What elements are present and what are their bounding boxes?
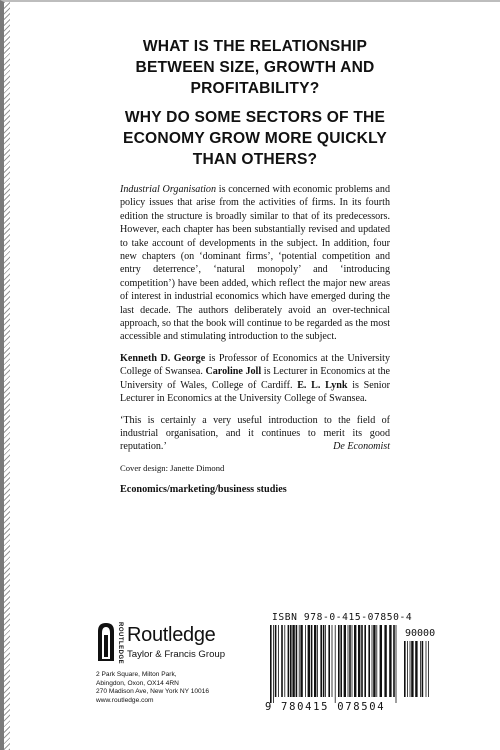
subject-category: Economics/marketing/business studies <box>120 484 287 496</box>
barcode-bar <box>393 625 395 697</box>
barcode-bar <box>372 625 373 697</box>
barcode-bar <box>422 641 424 697</box>
price-code: 90000 <box>405 628 436 639</box>
barcode-bar <box>389 625 391 697</box>
barcode-bar <box>380 625 382 697</box>
barcode-bar <box>376 625 377 697</box>
barcode-bar <box>296 625 298 697</box>
author-3-role: is Senior Lecturer in Economics at the University College of Swansea. <box>120 379 390 405</box>
barcode-bar <box>411 641 413 697</box>
barcode-bar <box>300 625 302 697</box>
barcode-bar <box>361 625 363 697</box>
barcode-bar <box>323 625 325 697</box>
logo-vertical-text: ROUTLEDGE <box>117 622 123 665</box>
book-title: Industrial Organisation <box>120 184 217 195</box>
author-1-name: Kenneth D. George <box>120 352 206 364</box>
authors-paragraph <box>120 352 390 406</box>
barcode-bar <box>275 625 277 697</box>
barcode-bar <box>415 641 417 697</box>
barcode-bar <box>270 625 272 703</box>
barcode-bar <box>332 625 333 697</box>
barcode-bar <box>404 641 406 697</box>
barcode-bar <box>290 625 292 697</box>
routledge-logo-icon <box>96 621 116 663</box>
barcode-bar <box>278 625 279 697</box>
barcode-bar <box>328 625 330 697</box>
author-2-role: is Lecturer in Economics at the University of Wales, College of Cardiff. <box>120 366 391 391</box>
review-source: De Economist <box>333 441 390 453</box>
author-2-name: Caroline Joll <box>205 366 262 378</box>
isbn-label: ISBN 978-0-415-07850-4 <box>272 612 413 623</box>
barcode-bar <box>305 625 306 697</box>
cover-design-credit: Cover design: Janette Dimond <box>120 462 225 473</box>
price-barcode <box>404 641 430 703</box>
barcode-bar <box>410 641 411 697</box>
address-line: 2 Park Square, Milton Park, <box>96 671 177 678</box>
barcode-bar <box>338 625 340 697</box>
barcode-bar <box>317 625 318 697</box>
barcode-bar <box>335 625 336 703</box>
author-1-role: is Professor of Economics at the University College of Swansea. <box>120 352 390 378</box>
barcode-bar <box>344 625 346 697</box>
barcode-bar <box>364 625 366 697</box>
publisher-group: Taylor & Francis Group <box>127 649 226 660</box>
description-paragraph <box>120 183 390 344</box>
barcode-bar <box>308 625 310 697</box>
author-3-name: E. L. Lynk <box>297 379 348 391</box>
barcode-bar <box>288 625 290 697</box>
headline-block <box>120 36 390 178</box>
barcode-bar <box>384 625 386 697</box>
barcode-digits: 9 780415 078504 <box>265 701 386 713</box>
headline-question-1: WHAT IS THE RELATIONSHIP BETWEEN SIZE, GROWTH AND PROFITABILITY? <box>135 38 375 97</box>
description-text: is concerned with economic problems and policy issues that arise from the activities of firms. In its fourth edition the structure is broadly similar to that of its predecessors. However, each chapter has been substantially revised and updated to take account of developments in the subject. In addition, four new chapters (on ‘dominant firms’, ‘potential competition and entry deterrence’, ‘natural monopoly’ and ‘introducing competition’) have been added, which reflect the major new areas of interest in industrial economics which have emerged during the last decade. The authors deliberately avoid an over-technical approach, so that the book will continue to be regarded as the most accessible and stimulating introduction to the subject. <box>120 184 390 343</box>
barcode-bar <box>373 625 375 697</box>
barcode-bar <box>428 641 429 697</box>
barcode-bar <box>292 625 294 697</box>
spine-hatching <box>4 2 10 750</box>
barcode-bar <box>340 625 342 697</box>
barcode-bar <box>420 641 421 697</box>
publisher-name: Routledge <box>127 624 216 646</box>
publisher-address <box>96 671 209 705</box>
barcode-bar <box>352 625 353 697</box>
barcode-bar <box>349 625 351 697</box>
barcode-bar <box>281 625 283 697</box>
isbn-barcode <box>270 625 398 703</box>
address-line: 270 Madison Ave, New York NY 10016 <box>96 688 210 696</box>
address-line: Abingdon, Oxon, OX14 4RN <box>96 679 179 687</box>
barcode-bar <box>426 641 427 697</box>
barcode-bar <box>396 625 397 703</box>
address-line: www.routledge.com <box>96 696 154 704</box>
barcode-bar <box>299 625 300 697</box>
back-cover-blurb <box>120 183 390 497</box>
review-quote: ‘This is certainly a very useful introduction to the field of industrial organisation, and it continues to merit its good reputation.’ <box>120 414 390 453</box>
barcode-bar <box>325 625 326 697</box>
barcode-bar <box>348 625 349 697</box>
barcode-bar <box>320 625 322 697</box>
headline-question-2: WHY DO SOME SECTORS OF THE ECONOMY GROW MORE QUICKLY THAN OTHERS? <box>122 109 388 168</box>
publisher-logo <box>96 621 226 663</box>
barcode-bar <box>284 625 285 697</box>
barcode-bar <box>368 625 370 697</box>
barcode-bar <box>407 641 408 697</box>
barcode-bar <box>314 625 316 697</box>
barcode-bar <box>358 625 360 697</box>
review-paragraph <box>120 414 390 454</box>
barcode-bar <box>354 625 356 697</box>
barcode-bar <box>273 625 274 703</box>
barcode-bar <box>311 625 313 697</box>
